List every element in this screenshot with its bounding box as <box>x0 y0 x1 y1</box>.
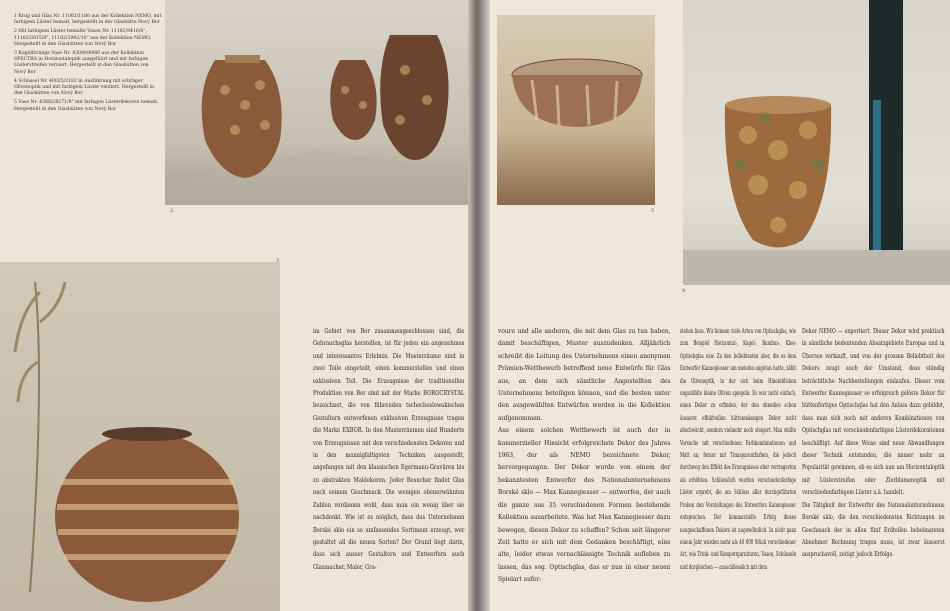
figure-number: 5 <box>651 208 655 214</box>
bowl-illustration <box>497 15 655 205</box>
left-page <box>0 0 468 611</box>
text-column-4 <box>802 326 945 562</box>
paragraph: Dekor NEMO — exportiert. Dieser Dekor wird praktisch in sämtliche bedeutenden Absatzgebiete Europas und in Übersee verkauft, und von der grossen Beliebtheit des Dekors zeugt auch der Umstand, dass ständig beträchtliche Nachbestellungen einlaufen. Dieser vom Entwerfer Kannegiesser so erfolgreich gelöste Dekor für hüttenfertiges Optischglas hat den Anlass dazu gebildet, dass man sich noch mit anderen Kombinationen von Optischglas mit verschiedenfarbigen Lüsterdekorationen beschäftigt. Auf diese Weise sind neue Abwandlungen dieser Technik entstanden, die immer mehr an Popularität gewinnen, ob es sich nun um Horizontaloptik mit Lüsterstreifen oder Zierblumenoptik mit verschiedenfarbigem Lüster u.ä. handelt. <box>802 328 945 497</box>
paragraph: Aus einem solchen Wettbewerb ist auch der in kommerzieller Hinsicht erfolgreichste Dekor des Jahres 1963, der als NEMO bezeichnete Dekor, hervorgegangen. Der Dekor wurde von einem der bekanntesten Entwerfer des Nationalunternehmens Borské sklo — Max Kannegiesser — entworfen, der auch die ganze aus 35 verschiedenen Formen bestehende Kollektion ausarbeitete. Was hat Max Kannegiesser dazu bewogen, diesen Dekor zu schaffen? Schon seit längerer Zeit hatte er sich mit dem Gedanken beschäftigt, eine alte, leider etwas vernachlässigte Technik aufleben zu lassen, das sog. Optischglas, das er nun in einer neuen Spielart aufer- <box>498 427 671 584</box>
caption-2: 2 Mit farbigem Lüster bemalte Vasen Nr. 11182/9416/6", 11182/3815/8", 11182/3992/10" aus der Kollektion NEMO, Hergestellt in den Glashütten von Nový Bor <box>14 29 152 47</box>
right-page <box>490 0 950 611</box>
paragraph: im Gebiet von Bor zusammengeschlossen sind, die Gebrauchsglas herstellen, ist für jeden ein angenehmes und interessantes Erlebnis. Die Musterräume sind in zwei Teile eingeteilt, einen kommerziellen und einen exklusiven Teil. Die Erzeugnisse der traditionellen Produktion von Bor sind mit der Marke BOROCRYSTAL bezeichnet, die von führenden tschechoslowakischen Gestaltern entworfenen exklusiven Erzeugnisse tragen die Marke EXBOR. In den Musterräumen sind Hunderte von Erzeugnissen mit den verschiedensten Dekoren und in den mannigfaltigsten Techniken ausgestellt, angefangen mit den klassischen Egermann-Gravüren bis zu abstrakten Maldekoren. Jeder Besucher findet Glas nach seinem Geschmack. Die wenigen obenerwähnten Zahlen verdienen wohl, dass man ein wenig über sie nachdenkt. Wie ist es möglich, dass das Unternehmen Borské sklo ein so umfassendes Sortiment erzeugt, wer gestaltet all die neuen Sorten? Der Grund liegt darin, dass sich ausser Gestaltern und Entwerfern auch Glasmacher, Maler, Gra- <box>313 328 465 571</box>
caption-1: 1 Krug und Glas Nr. 11002/1180 aus der Kollektion NEMO, mit farbigem Lüster bemalt, hergestellt in der Glashütte Nový Bor <box>14 14 162 26</box>
photo-three-vases <box>165 0 468 205</box>
paragraph: Die Tätigkeit der Entwerfer des Nationalunternehmens Borské sklo, die den verschiedensten Richtungen im Geschmack der in allen fünf Erdteilen beheimateten Abnehmer Rechnung tragen muss, ist zwar äusserst anspruchsvoll, zeitigt jedoch Erfolge. <box>802 501 945 559</box>
caption-3: 3 Kugelförmige Vase Nr. 43080/8480 aus der Kollektion SPECTRA in Horizontaloptik ausgeführt und mit farbigen Lüsterstreifen verziert. Hergestellt in den Glashütten von Nový Bor <box>14 51 149 75</box>
caption-4: 4 Schüssel Nr. 40025/3182 in Ausführung mit schräger Olivenoptik und mit farbigem Lüster verziert. Hergestellt in den Glashütten von Nový Bor <box>14 78 155 97</box>
caption-5: 5 Vase Nr. 43082/8271/8" mit farbigen Lüsterdekoren bemalt. Hergestellt in den Glashütten von Nový Bor <box>14 100 159 112</box>
vases-illustration <box>165 0 468 205</box>
nemo-vase-illustration <box>683 0 950 285</box>
round-vase-illustration <box>0 262 280 611</box>
text-column-1 <box>313 326 464 574</box>
paragraph: stehen liess. Wir kennen viele Arten von Optischglas, wie zum Beispiel Horizontal-, Kugel-, Bambus-, Klee-Optischglas usw. Zu den beliebtesten aber, die es dem Entwerfer Kannegiesser am meisten angetan hatte, zählt die Olivenoptik, in der sich beim Hineinblicken ungezählte kleine Oliven spiegeln. Es war nicht einfach, einen Dekor zu erfinden, der den ohnedies schon äusserst effektvollen hüttenmässigen Dekor nicht abschwächt, sondern vielmehr noch steigert. Man stellte Versuche mit verschiedenen Farbkombinationen und Matt an, ferner mit Transparentfarben, die jedoch durchweg den Effekt des Erzeugnisses eher verringerten als erhöhten. Schliesslich wurden verschiedenfarbige Lüster erprobt, die am Schluss aller durchgeführten Proben den Vorstellungen des Entwerfers Kannegiesser entsprachen. Der kommerzielle Erfolg dieses neugeschaffenen Dekors ist ungewöhnlich. In nicht ganz einem Jahr wurden mehr als 40 000 Stück verschiedener Art, wie Trink- und Kompottgarnituren, Vasen, Schüsseln und dergleichen — ausschliesslich mit dem <box>680 328 797 571</box>
book-gutter <box>468 0 490 611</box>
paragraph: voure und alle anderen, die mit dem Glas zu tun haben, damit beschäftigen, Muster auszudenken. Alljährlich schreibt die Leitung des Unternehmens einen anonymen Prämien-Wettbewerb betreffend neue Entwürfe für Glas aus, an dem sich sämtliche Angestellten des Unternehmens beteiligen können, und die besten unter den ausgewählten Entwürfen werden in die Kollektion aufgenommen. <box>498 328 671 422</box>
photo-nemo-vase <box>683 0 950 285</box>
photo-captions <box>14 14 162 116</box>
figure-number: 4 <box>682 288 686 294</box>
photo-round-vase <box>0 262 280 611</box>
text-column-2 <box>498 326 670 587</box>
figure-number: 3 <box>276 258 280 264</box>
figure-number: 2 <box>170 208 174 214</box>
photo-bowl <box>497 15 655 205</box>
text-column-3 <box>680 326 796 574</box>
